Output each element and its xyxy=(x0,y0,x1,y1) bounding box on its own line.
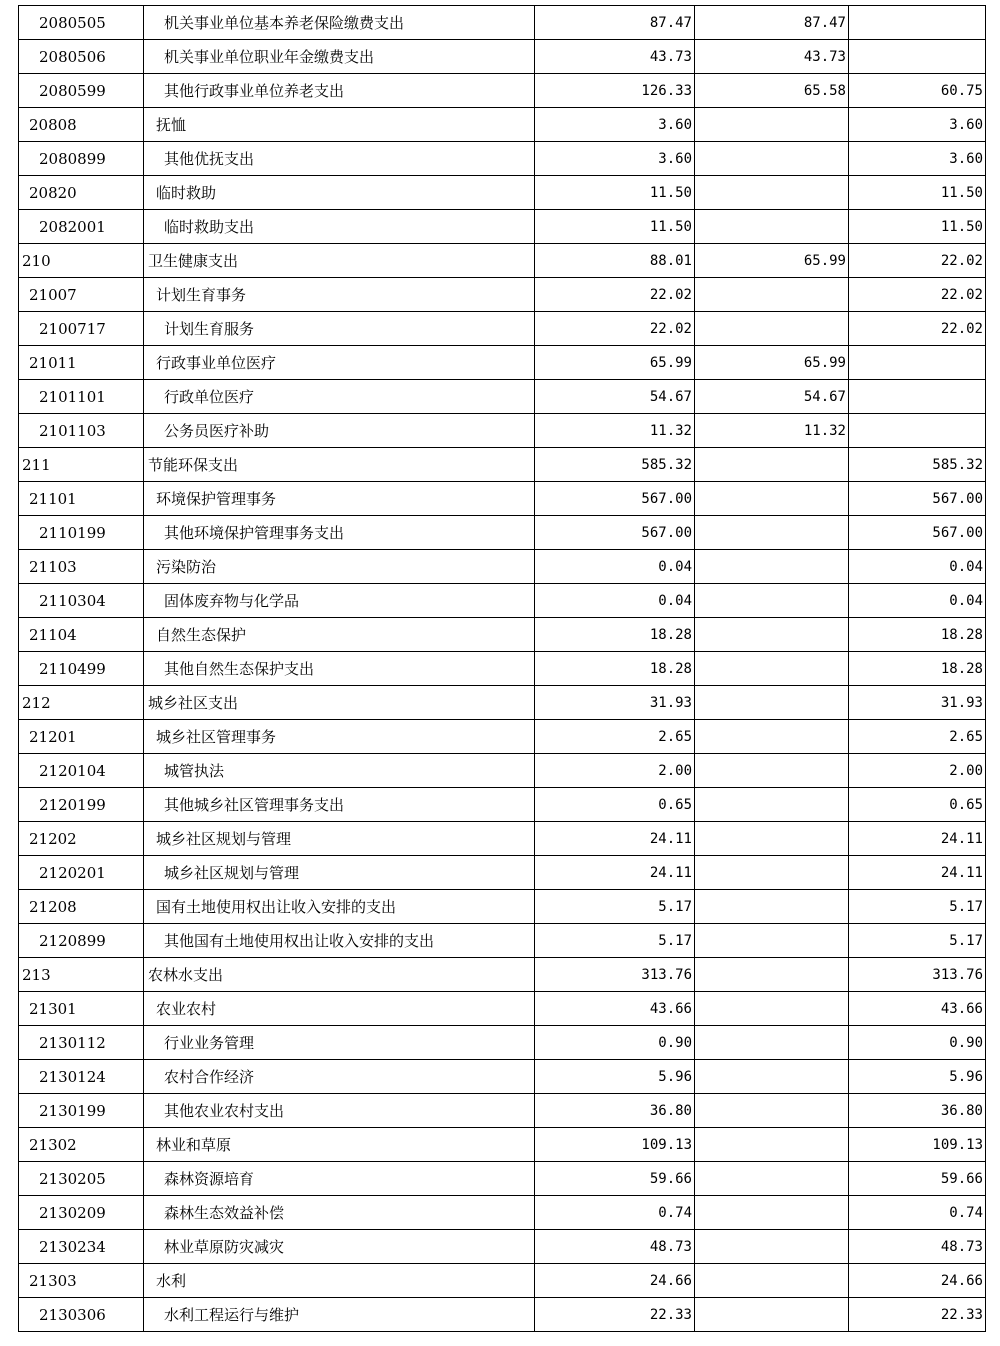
project-expenditure-cell: 22.02 xyxy=(849,244,986,278)
project-expenditure-cell: 313.76 xyxy=(849,958,986,992)
table-row xyxy=(19,1230,986,1264)
account-name-cell: 水利工程运行与维护 xyxy=(144,1298,535,1332)
account-code-cell: 2110199 xyxy=(19,516,144,550)
total-amount-cell: 0.65 xyxy=(535,788,695,822)
account-name-cell: 行政单位医疗 xyxy=(144,380,535,414)
account-code-cell: 211 xyxy=(19,448,144,482)
table-row xyxy=(19,278,986,312)
account-code-cell: 20820 xyxy=(19,176,144,210)
project-expenditure-cell: 2.65 xyxy=(849,720,986,754)
account-code-cell: 2120201 xyxy=(19,856,144,890)
account-name-cell: 行业业务管理 xyxy=(144,1026,535,1060)
project-expenditure-cell: 24.66 xyxy=(849,1264,986,1298)
table-row xyxy=(19,686,986,720)
account-code-cell: 2101101 xyxy=(19,380,144,414)
basic-expenditure-cell xyxy=(695,176,849,210)
table-row xyxy=(19,1060,986,1094)
project-expenditure-cell xyxy=(849,346,986,380)
account-code-cell: 20808 xyxy=(19,108,144,142)
basic-expenditure-cell xyxy=(695,1298,849,1332)
account-code-cell: 21202 xyxy=(19,822,144,856)
account-code-cell: 2101103 xyxy=(19,414,144,448)
table-row xyxy=(19,1128,986,1162)
table-row xyxy=(19,346,986,380)
project-expenditure-cell: 18.28 xyxy=(849,618,986,652)
basic-expenditure-cell xyxy=(695,210,849,244)
account-code-cell: 2082001 xyxy=(19,210,144,244)
table-row xyxy=(19,822,986,856)
project-expenditure-cell: 585.32 xyxy=(849,448,986,482)
account-code-cell: 21011 xyxy=(19,346,144,380)
account-name-cell: 其他环境保护管理事务支出 xyxy=(144,516,535,550)
total-amount-cell: 48.73 xyxy=(535,1230,695,1264)
basic-expenditure-cell xyxy=(695,754,849,788)
account-code-cell: 21101 xyxy=(19,482,144,516)
total-amount-cell: 3.60 xyxy=(535,108,695,142)
table-row xyxy=(19,142,986,176)
total-amount-cell: 3.60 xyxy=(535,142,695,176)
total-amount-cell: 0.90 xyxy=(535,1026,695,1060)
account-code-cell: 212 xyxy=(19,686,144,720)
table-row xyxy=(19,618,986,652)
table-row xyxy=(19,108,986,142)
account-code-cell: 2100717 xyxy=(19,312,144,346)
total-amount-cell: 11.32 xyxy=(535,414,695,448)
basic-expenditure-cell xyxy=(695,788,849,822)
account-code-cell: 2110499 xyxy=(19,652,144,686)
total-amount-cell: 22.02 xyxy=(535,312,695,346)
basic-expenditure-cell xyxy=(695,448,849,482)
account-code-cell: 21208 xyxy=(19,890,144,924)
total-amount-cell: 24.11 xyxy=(535,822,695,856)
project-expenditure-cell: 567.00 xyxy=(849,482,986,516)
total-amount-cell: 88.01 xyxy=(535,244,695,278)
total-amount-cell: 0.04 xyxy=(535,550,695,584)
basic-expenditure-cell xyxy=(695,1230,849,1264)
project-expenditure-cell xyxy=(849,414,986,448)
account-name-cell: 农村合作经济 xyxy=(144,1060,535,1094)
account-name-cell: 机关事业单位职业年金缴费支出 xyxy=(144,40,535,74)
account-code-cell: 210 xyxy=(19,244,144,278)
account-code-cell: 21303 xyxy=(19,1264,144,1298)
total-amount-cell: 567.00 xyxy=(535,516,695,550)
table-row xyxy=(19,992,986,1026)
account-name-cell: 卫生健康支出 xyxy=(144,244,535,278)
table-row xyxy=(19,788,986,822)
basic-expenditure-cell: 65.99 xyxy=(695,244,849,278)
total-amount-cell: 11.50 xyxy=(535,210,695,244)
total-amount-cell: 11.50 xyxy=(535,176,695,210)
table-row xyxy=(19,176,986,210)
project-expenditure-cell: 3.60 xyxy=(849,142,986,176)
account-name-cell: 森林资源培育 xyxy=(144,1162,535,1196)
project-expenditure-cell: 0.90 xyxy=(849,1026,986,1060)
table-row xyxy=(19,482,986,516)
table-row xyxy=(19,414,986,448)
project-expenditure-cell: 0.04 xyxy=(849,584,986,618)
table-row xyxy=(19,924,986,958)
account-code-cell: 2130199 xyxy=(19,1094,144,1128)
table-row xyxy=(19,754,986,788)
project-expenditure-cell xyxy=(849,40,986,74)
account-code-cell: 2130124 xyxy=(19,1060,144,1094)
table-row xyxy=(19,448,986,482)
project-expenditure-cell: 11.50 xyxy=(849,176,986,210)
total-amount-cell: 43.66 xyxy=(535,992,695,1026)
total-amount-cell: 43.73 xyxy=(535,40,695,74)
project-expenditure-cell: 0.74 xyxy=(849,1196,986,1230)
account-name-cell: 其他优抚支出 xyxy=(144,142,535,176)
total-amount-cell: 126.33 xyxy=(535,74,695,108)
project-expenditure-cell: 5.96 xyxy=(849,1060,986,1094)
account-code-cell: 2130306 xyxy=(19,1298,144,1332)
account-name-cell: 林业草原防灾减灾 xyxy=(144,1230,535,1264)
table-row xyxy=(19,6,986,40)
table-row xyxy=(19,244,986,278)
table-row xyxy=(19,1196,986,1230)
basic-expenditure-cell xyxy=(695,618,849,652)
total-amount-cell: 54.67 xyxy=(535,380,695,414)
account-name-cell: 城乡社区管理事务 xyxy=(144,720,535,754)
table-row xyxy=(19,584,986,618)
table-row xyxy=(19,210,986,244)
account-code-cell: 21201 xyxy=(19,720,144,754)
basic-expenditure-cell xyxy=(695,142,849,176)
account-name-cell: 其他行政事业单位养老支出 xyxy=(144,74,535,108)
basic-expenditure-cell xyxy=(695,992,849,1026)
basic-expenditure-cell xyxy=(695,890,849,924)
basic-expenditure-cell xyxy=(695,958,849,992)
account-code-cell: 2130112 xyxy=(19,1026,144,1060)
project-expenditure-cell: 31.93 xyxy=(849,686,986,720)
account-name-cell: 行政事业单位医疗 xyxy=(144,346,535,380)
budget-table xyxy=(18,5,986,1332)
project-expenditure-cell: 109.13 xyxy=(849,1128,986,1162)
table-row xyxy=(19,856,986,890)
table-row xyxy=(19,516,986,550)
project-expenditure-cell: 567.00 xyxy=(849,516,986,550)
basic-expenditure-cell xyxy=(695,1128,849,1162)
account-code-cell: 21301 xyxy=(19,992,144,1026)
account-name-cell: 自然生态保护 xyxy=(144,618,535,652)
account-code-cell: 2120104 xyxy=(19,754,144,788)
account-code-cell: 2110304 xyxy=(19,584,144,618)
account-name-cell: 城乡社区规划与管理 xyxy=(144,856,535,890)
project-expenditure-cell xyxy=(849,380,986,414)
basic-expenditure-cell xyxy=(695,856,849,890)
basic-expenditure-cell xyxy=(695,1264,849,1298)
basic-expenditure-cell xyxy=(695,1060,849,1094)
total-amount-cell: 0.04 xyxy=(535,584,695,618)
total-amount-cell: 59.66 xyxy=(535,1162,695,1196)
basic-expenditure-cell xyxy=(695,652,849,686)
basic-expenditure-cell xyxy=(695,822,849,856)
account-code-cell: 21104 xyxy=(19,618,144,652)
account-name-cell: 计划生育服务 xyxy=(144,312,535,346)
project-expenditure-cell: 48.73 xyxy=(849,1230,986,1264)
project-expenditure-cell: 11.50 xyxy=(849,210,986,244)
basic-expenditure-cell: 65.99 xyxy=(695,346,849,380)
table-row xyxy=(19,40,986,74)
project-expenditure-cell: 0.65 xyxy=(849,788,986,822)
account-name-cell: 水利 xyxy=(144,1264,535,1298)
total-amount-cell: 18.28 xyxy=(535,618,695,652)
total-amount-cell: 87.47 xyxy=(535,6,695,40)
basic-expenditure-cell xyxy=(695,312,849,346)
total-amount-cell: 0.74 xyxy=(535,1196,695,1230)
basic-expenditure-cell xyxy=(695,720,849,754)
basic-expenditure-cell xyxy=(695,550,849,584)
table-row xyxy=(19,720,986,754)
project-expenditure-cell: 36.80 xyxy=(849,1094,986,1128)
account-name-cell: 环境保护管理事务 xyxy=(144,482,535,516)
basic-expenditure-cell xyxy=(695,278,849,312)
table-row xyxy=(19,1298,986,1332)
basic-expenditure-cell xyxy=(695,516,849,550)
total-amount-cell: 36.80 xyxy=(535,1094,695,1128)
basic-expenditure-cell xyxy=(695,1026,849,1060)
total-amount-cell: 24.66 xyxy=(535,1264,695,1298)
basic-expenditure-cell: 43.73 xyxy=(695,40,849,74)
basic-expenditure-cell xyxy=(695,924,849,958)
account-code-cell: 21103 xyxy=(19,550,144,584)
project-expenditure-cell: 22.02 xyxy=(849,278,986,312)
basic-expenditure-cell: 65.58 xyxy=(695,74,849,108)
account-name-cell: 农业农村 xyxy=(144,992,535,1026)
basic-expenditure-cell xyxy=(695,482,849,516)
project-expenditure-cell: 24.11 xyxy=(849,856,986,890)
table-row xyxy=(19,958,986,992)
account-name-cell: 城乡社区支出 xyxy=(144,686,535,720)
table-row xyxy=(19,890,986,924)
total-amount-cell: 567.00 xyxy=(535,482,695,516)
table-row xyxy=(19,1026,986,1060)
total-amount-cell: 2.00 xyxy=(535,754,695,788)
total-amount-cell: 31.93 xyxy=(535,686,695,720)
basic-expenditure-cell xyxy=(695,1094,849,1128)
table-row xyxy=(19,1162,986,1196)
total-amount-cell: 65.99 xyxy=(535,346,695,380)
total-amount-cell: 585.32 xyxy=(535,448,695,482)
table-row xyxy=(19,1264,986,1298)
table-row xyxy=(19,312,986,346)
account-name-cell: 固体废弃物与化学品 xyxy=(144,584,535,618)
total-amount-cell: 313.76 xyxy=(535,958,695,992)
project-expenditure-cell: 2.00 xyxy=(849,754,986,788)
table-row xyxy=(19,550,986,584)
project-expenditure-cell: 18.28 xyxy=(849,652,986,686)
account-code-cell: 2080505 xyxy=(19,6,144,40)
basic-expenditure-cell xyxy=(695,686,849,720)
project-expenditure-cell: 60.75 xyxy=(849,74,986,108)
total-amount-cell: 22.02 xyxy=(535,278,695,312)
total-amount-cell: 18.28 xyxy=(535,652,695,686)
account-name-cell: 森林生态效益补偿 xyxy=(144,1196,535,1230)
account-name-cell: 临时救助支出 xyxy=(144,210,535,244)
basic-expenditure-cell xyxy=(695,584,849,618)
account-name-cell: 其他农业农村支出 xyxy=(144,1094,535,1128)
account-code-cell: 213 xyxy=(19,958,144,992)
basic-expenditure-cell: 11.32 xyxy=(695,414,849,448)
basic-expenditure-cell xyxy=(695,1162,849,1196)
basic-expenditure-cell xyxy=(695,108,849,142)
account-code-cell: 2080506 xyxy=(19,40,144,74)
table-row xyxy=(19,74,986,108)
account-code-cell: 2120199 xyxy=(19,788,144,822)
account-name-cell: 污染防治 xyxy=(144,550,535,584)
total-amount-cell: 22.33 xyxy=(535,1298,695,1332)
total-amount-cell: 5.17 xyxy=(535,924,695,958)
project-expenditure-cell: 0.04 xyxy=(849,550,986,584)
budget-table-body xyxy=(19,6,986,1332)
account-code-cell: 2130209 xyxy=(19,1196,144,1230)
total-amount-cell: 5.17 xyxy=(535,890,695,924)
account-code-cell: 21007 xyxy=(19,278,144,312)
account-name-cell: 临时救助 xyxy=(144,176,535,210)
account-name-cell: 农林水支出 xyxy=(144,958,535,992)
total-amount-cell: 24.11 xyxy=(535,856,695,890)
project-expenditure-cell: 3.60 xyxy=(849,108,986,142)
project-expenditure-cell: 43.66 xyxy=(849,992,986,1026)
account-name-cell: 城乡社区规划与管理 xyxy=(144,822,535,856)
total-amount-cell: 2.65 xyxy=(535,720,695,754)
account-name-cell: 国有土地使用权出让收入安排的支出 xyxy=(144,890,535,924)
account-name-cell: 公务员医疗补助 xyxy=(144,414,535,448)
account-name-cell: 林业和草原 xyxy=(144,1128,535,1162)
account-name-cell: 其他城乡社区管理事务支出 xyxy=(144,788,535,822)
basic-expenditure-cell: 87.47 xyxy=(695,6,849,40)
account-name-cell: 其他国有土地使用权出让收入安排的支出 xyxy=(144,924,535,958)
account-name-cell: 机关事业单位基本养老保险缴费支出 xyxy=(144,6,535,40)
basic-expenditure-cell: 54.67 xyxy=(695,380,849,414)
account-code-cell: 2080599 xyxy=(19,74,144,108)
account-name-cell: 节能环保支出 xyxy=(144,448,535,482)
table-row xyxy=(19,652,986,686)
account-name-cell: 计划生育事务 xyxy=(144,278,535,312)
total-amount-cell: 109.13 xyxy=(535,1128,695,1162)
basic-expenditure-cell xyxy=(695,1196,849,1230)
project-expenditure-cell xyxy=(849,6,986,40)
project-expenditure-cell: 22.33 xyxy=(849,1298,986,1332)
account-code-cell: 2120899 xyxy=(19,924,144,958)
project-expenditure-cell: 5.17 xyxy=(849,924,986,958)
project-expenditure-cell: 24.11 xyxy=(849,822,986,856)
project-expenditure-cell: 22.02 xyxy=(849,312,986,346)
account-name-cell: 城管执法 xyxy=(144,754,535,788)
account-code-cell: 2130205 xyxy=(19,1162,144,1196)
project-expenditure-cell: 59.66 xyxy=(849,1162,986,1196)
account-code-cell: 21302 xyxy=(19,1128,144,1162)
account-code-cell: 2080899 xyxy=(19,142,144,176)
account-name-cell: 抚恤 xyxy=(144,108,535,142)
account-name-cell: 其他自然生态保护支出 xyxy=(144,652,535,686)
table-row xyxy=(19,1094,986,1128)
table-row xyxy=(19,380,986,414)
total-amount-cell: 5.96 xyxy=(535,1060,695,1094)
project-expenditure-cell: 5.17 xyxy=(849,890,986,924)
account-code-cell: 2130234 xyxy=(19,1230,144,1264)
